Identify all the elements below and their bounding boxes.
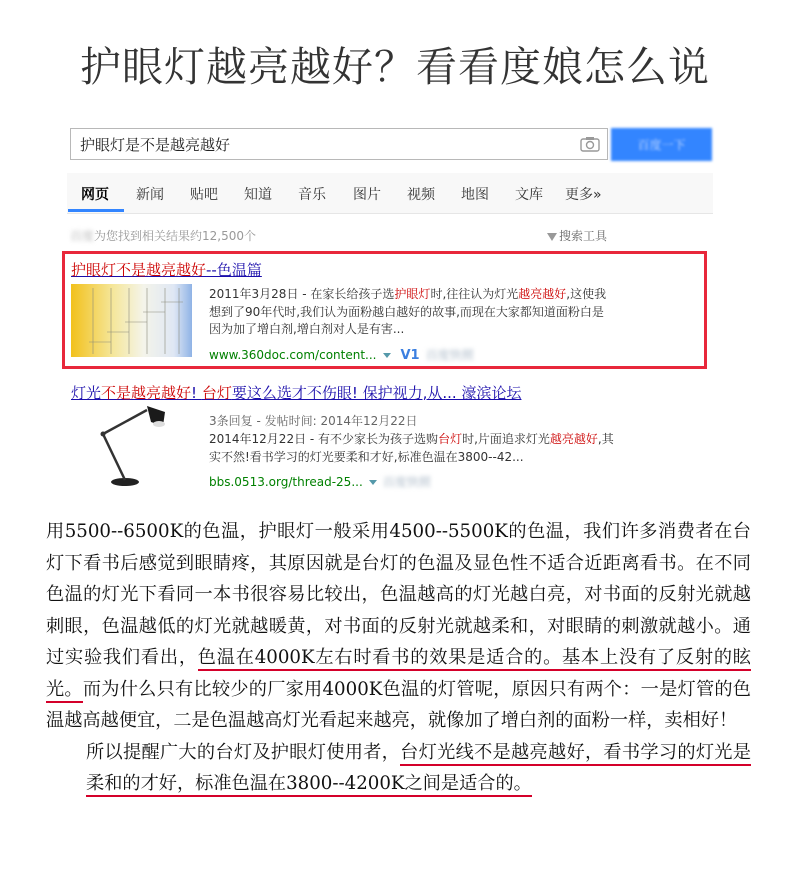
tab-music[interactable]: 音乐 xyxy=(298,187,326,203)
snippet-highlight: 越亮越好 xyxy=(549,432,598,446)
search-button[interactable]: 百度一下 xyxy=(611,128,712,161)
underlined-statement: 色温在4000K左右时看书的效果是适合的。基本上没有了反射的眩光。 xyxy=(46,647,751,703)
tab-images[interactable]: 图片 xyxy=(353,187,381,203)
tab-zhidao[interactable]: 知道 xyxy=(244,187,272,203)
result-count-prefix: 百度 xyxy=(70,229,95,243)
article-paragraph-1 xyxy=(46,516,751,737)
tab-map[interactable]: 地图 xyxy=(461,187,489,203)
snippet-text: 时,往往认为灯光 xyxy=(430,287,519,301)
result-1-title-rest: --色温篇 xyxy=(206,261,262,279)
tab-video[interactable]: 视频 xyxy=(407,187,435,203)
page-title: 护眼灯越亮越好？看看度娘怎么说 xyxy=(80,43,710,91)
snippet-highlight: 台灯 xyxy=(438,432,463,446)
result-1-date: 2011年3月28日 xyxy=(209,287,299,301)
snippet-highlight: 护眼灯 xyxy=(394,287,431,301)
tab-tieba[interactable]: 贴吧 xyxy=(190,187,218,203)
article-text-span: 用5500--6500K的色温，护眼灯一般采用4500--5500K的色温，我们许多消费者在台灯下看书后感觉到眼睛疼，其原因就是台灯的色温及显色性不适合近距离看书。在不同色温的灯光下看同一本书很容易比较出，色温越高的灯光越白亮，对书面的反射光就越刺眼，色温越低的灯光就越暖黄，对书面的反射光就越柔和，对眼睛的刺激就越小。通过实验我们看出， xyxy=(46,521,751,668)
snippet-highlight: 越亮越好 xyxy=(518,287,567,301)
title-highlight: 台灯 xyxy=(201,384,232,402)
search-tools-link[interactable] xyxy=(547,227,607,244)
title-highlight: 不是越亮越好 xyxy=(101,384,192,402)
result-1-snippet xyxy=(209,286,609,339)
dropdown-arrow-icon[interactable] xyxy=(383,353,391,358)
snippet-text: - 有不少家长为孩子选购 xyxy=(306,432,439,446)
result-1-url-row xyxy=(209,346,474,363)
article-text-span: 所以提醒广大的台灯及护眼灯使用者， xyxy=(86,741,401,763)
result-count-text: 为您找到相关结果约12,500个 xyxy=(94,229,257,243)
result-2-url[interactable]: bbs.0513.org/thread-25... xyxy=(209,475,363,489)
search-tabs xyxy=(67,173,713,214)
result-count xyxy=(70,227,256,244)
underlined-statement: 台灯光线不是越亮越好，看书学习的灯光是柔和的才好，标准色温在3800--4200K之间是适合的。 xyxy=(86,742,751,798)
result-2-snapshot-link[interactable]: 百度快照 xyxy=(382,475,431,489)
active-tab-indicator xyxy=(68,209,124,212)
article-text-span: 而为什么只有比较少的厂家用4000K色温的灯管呢，原因只有两个：一是灯管的色温越高越便宜，二是色温越高灯光看起来越亮，就像加了增白剂的面粉一样，卖相好！ xyxy=(46,678,751,731)
result-1-snapshot-link[interactable]: 百度快照 xyxy=(425,348,474,362)
result-1-thumbnail[interactable] xyxy=(71,284,192,357)
tab-news[interactable]: 新闻 xyxy=(136,187,164,203)
result-1-title-highlight: 护眼灯不是越亮越好 xyxy=(71,261,207,279)
search-tools-label: 搜索工具 xyxy=(559,229,608,243)
tab-wenku[interactable]: 文库 xyxy=(515,187,543,203)
article-text xyxy=(46,516,751,800)
article-paragraph-2 xyxy=(46,737,751,800)
snippet-text: ,这使我想到了90年代时,我们认为面粉越白越好的故事,而现在大家都知道面粉白是因为加了增白剂,增白剂对人是有害... xyxy=(209,287,607,336)
filter-icon xyxy=(547,233,557,241)
snippet-text: - 在家长给孩子选 xyxy=(298,287,395,301)
tab-web[interactable]: 网页 xyxy=(81,187,109,203)
snippet-text: ,其实不然!看书学习的灯光要柔和才好,标准色温在3800--42... xyxy=(209,432,614,464)
result-2-meta: 3条回复 - 发帖时间: 2014年12月22日 xyxy=(209,414,418,428)
result-2-title[interactable] xyxy=(71,382,521,403)
v1-badge[interactable]: V1 xyxy=(400,348,420,363)
result-1-url[interactable]: www.360doc.com/content... xyxy=(209,348,377,362)
dropdown-arrow-icon[interactable] xyxy=(369,480,377,485)
search-input[interactable] xyxy=(70,128,608,160)
camera-icon[interactable] xyxy=(580,136,600,152)
title-text: 要这么选才不伤眼! 保护视力,从... 濠滨论坛 xyxy=(231,384,522,402)
tab-more[interactable]: 更多» xyxy=(565,187,602,203)
result-2-date: 2014年12月22日 xyxy=(209,432,307,446)
result-1-title[interactable] xyxy=(71,259,262,280)
result-2-snippet xyxy=(209,431,619,466)
desk-lamp-image[interactable] xyxy=(95,404,195,492)
title-text: ! xyxy=(191,384,202,402)
title-text: 灯光 xyxy=(71,384,102,402)
search-bar xyxy=(70,128,712,164)
snippet-text: 时,片面追求灯光 xyxy=(462,432,550,446)
result-2-url-row xyxy=(209,473,431,490)
